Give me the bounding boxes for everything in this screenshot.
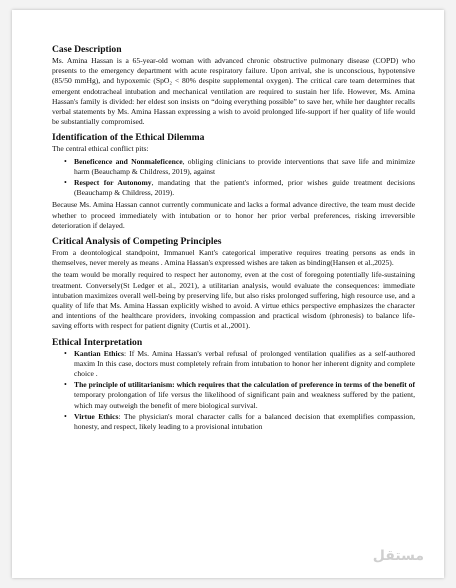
list-item: • The principle of utilitarianism: which requires that the calculation of preference in terms of the benefit of temporary prolongation of life versus the likelihood of significant pain and weakness suffered by the patient, which may outweigh the benefit of mere biological survival. xyxy=(74,380,415,411)
watermark-logo: مستقل xyxy=(372,548,424,564)
dilemma-intro: The central ethical conflict pits: xyxy=(52,144,149,154)
list-item: • Respect for Autonomy, mandating that the patient's informed, prior wishes guide treatment decisions (Beauchamp & Childress, 2019). xyxy=(74,178,415,198)
section-heading-critical-analysis: Critical Analysis of Competing Principles xyxy=(52,236,222,248)
dilemma-bullet-list xyxy=(52,157,415,199)
document-page xyxy=(12,10,444,578)
section-heading-case-description: Case Description xyxy=(52,44,122,55)
list-item: • Kantian Ethics: If Ms. Amina Hassan's verbal refusal of prolonged ventilation qualifies as a self-authored maxim In this case, doctors must completely refrain from intubation to honor her inherent dignity and complete choice . xyxy=(74,349,415,380)
list-item: • Virtue Ethics: The physician's moral character calls for a balanced decision that exemplifies compassion, honesty, and respect, likely leading to a provisional intubation xyxy=(74,412,415,432)
section-heading-ethical-dilemma: Identification of the Ethical Dilemma xyxy=(52,132,205,144)
list-item: • Beneficence and Nonmaleficence, obliging clinicians to provide interventions that save life and minimize harm (Beauchamp & Childress, 2019), against xyxy=(74,157,415,177)
analysis-paragraph: the team would be morally required to respect her autonomy, even at the cost of foregoing potentially life-sustaining treatment. Conversely(St Ledger et al., 2021), a utilitarian analysis, would evaluate the consequences: immediate intubation maximizes overall well-being by preserving life, but also risks prolonged suffering, high resource use, and a quality of life that Ms. Amina Hassan explicitly wished to avoid. A virtue ethics perspective emphasizes the character and intentions of the healthcare providers, invoking compassion and practical wisdom (phronesis) to balance life-saving efforts with respect for patient dignity (Curtis et al.,2001). xyxy=(52,270,415,331)
section-heading-ethical-interpretation: Ethical Interpretation xyxy=(52,336,143,348)
dilemma-conclusion: Because Ms. Amina Hassan cannot currently communicate and lacks a formal advance directive, the team must decide whether to proceed immediately with intubation or to honor her prior verbal preferences, risking irreversible deterioration if delayed. xyxy=(52,200,415,230)
analysis-paragraph: From a deontological standpoint, Immanuel Kant's categorical imperative requires treating persons as ends in themselves, never merely as means . Amina Hassan's expressed wishes are taken as binding(Hansen et al.,2025). xyxy=(52,248,415,268)
case-description-paragraph: Ms. Amina Hassan is a 65-year-old woman with advanced chronic obstructive pulmonary disease (COPD) who presents to the emergency department with acute respiratory failure. Upon arrival, she is unconscious, hypotensive (85/50 mmHg), and hypoxemic (SpO₂ < 80% despite supplemental oxygen). The critical care team determines that emergent endotracheal intubation and mechanical ventilation are required to sustain her life. However, Ms. Amina Hassan's family is divided: her eldest son insists on “doing everything possible” to save her, while her daughter recalls verbal statements by Ms. Amina Hassan expressing a wish to avoid prolonged life-support if her quality of life would be substantially compromised. xyxy=(52,56,415,127)
document-body xyxy=(52,44,415,434)
interpretation-bullet-list xyxy=(52,349,415,433)
